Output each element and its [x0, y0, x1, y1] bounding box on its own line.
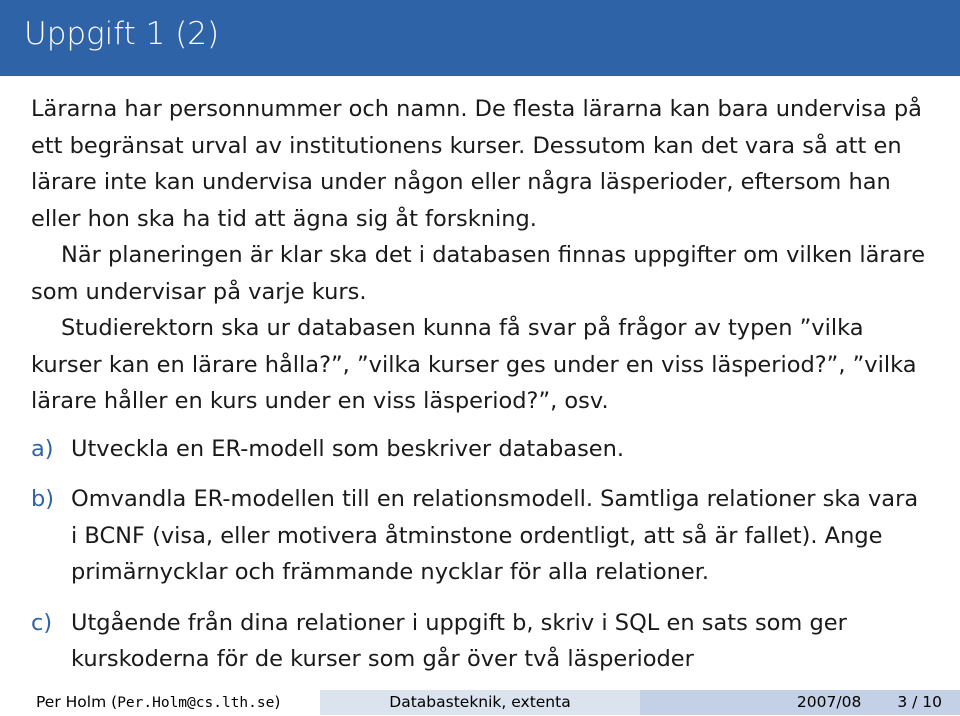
task-text-c: Utgående från dina relationer i uppgift b, skriv i SQL en sats som ger kurskoderna för de kurser som går över två läsperioder — [71, 609, 847, 672]
footer-email: Per.Holm@cs.lth.se — [117, 695, 275, 711]
task-item-b — [31, 481, 931, 591]
footer-email-open: ( — [111, 693, 118, 711]
task-list — [31, 431, 931, 678]
task-marker-c: c) — [31, 609, 53, 636]
task-item-c — [31, 605, 931, 678]
footer-meta-section — [640, 690, 960, 715]
paragraph-planning: När planeringen är klar ska det i databasen finnas uppgifter om vilken lärare som undervisar på varje kurs. — [31, 242, 926, 305]
footer-bar — [0, 690, 960, 715]
task-text-b: Omvandla ER-modellen till en relationsmodell. Samtliga relationer ska vara i BCNF (visa, eller motivera åtminstone ordentligt, att så är fallet). Ange primärnycklar och främmande nycklar för alla relationer. — [71, 486, 919, 585]
task-item-a — [31, 431, 931, 468]
footer-author: Per Holm — [36, 693, 107, 711]
task-text-a: Utveckla en ER-modell som beskriver databasen. — [71, 435, 625, 462]
task-marker-a: a) — [31, 435, 54, 462]
footer-date: 2007/08 — [796, 693, 862, 711]
slide-title: Uppgift 1 (2) — [24, 16, 220, 52]
paragraph-intro: Lärarna har personnummer och namn. De flesta lärarna kan bara undervisa på ett begränsat urval av institutionens kurser. Dessutom kan det vara så att en lärare inte kan undervisa under någon eller några läsperioder, eftersom han eller hon ska ha tid att ägna sig åt forskning. — [31, 96, 922, 232]
footer-course: Databasteknik, extenta — [320, 690, 640, 715]
footer-author-section — [0, 690, 320, 715]
footer-email-close: ) — [274, 693, 281, 711]
slide-body — [31, 91, 931, 692]
task-marker-b: b) — [31, 486, 55, 512]
footer-page-number: 3 / 10 — [897, 693, 942, 711]
title-bar — [0, 0, 960, 76]
paragraph-questions: Studierektorn ska ur databasen kunna få svar på frågor av typen ”vilka kurser kan en lärare hålla?”, ”vilka kurser ges under en viss läsperiod?”, ”vilka lärare håller en kurs under en viss läsperiod?”, osv. — [31, 315, 917, 414]
